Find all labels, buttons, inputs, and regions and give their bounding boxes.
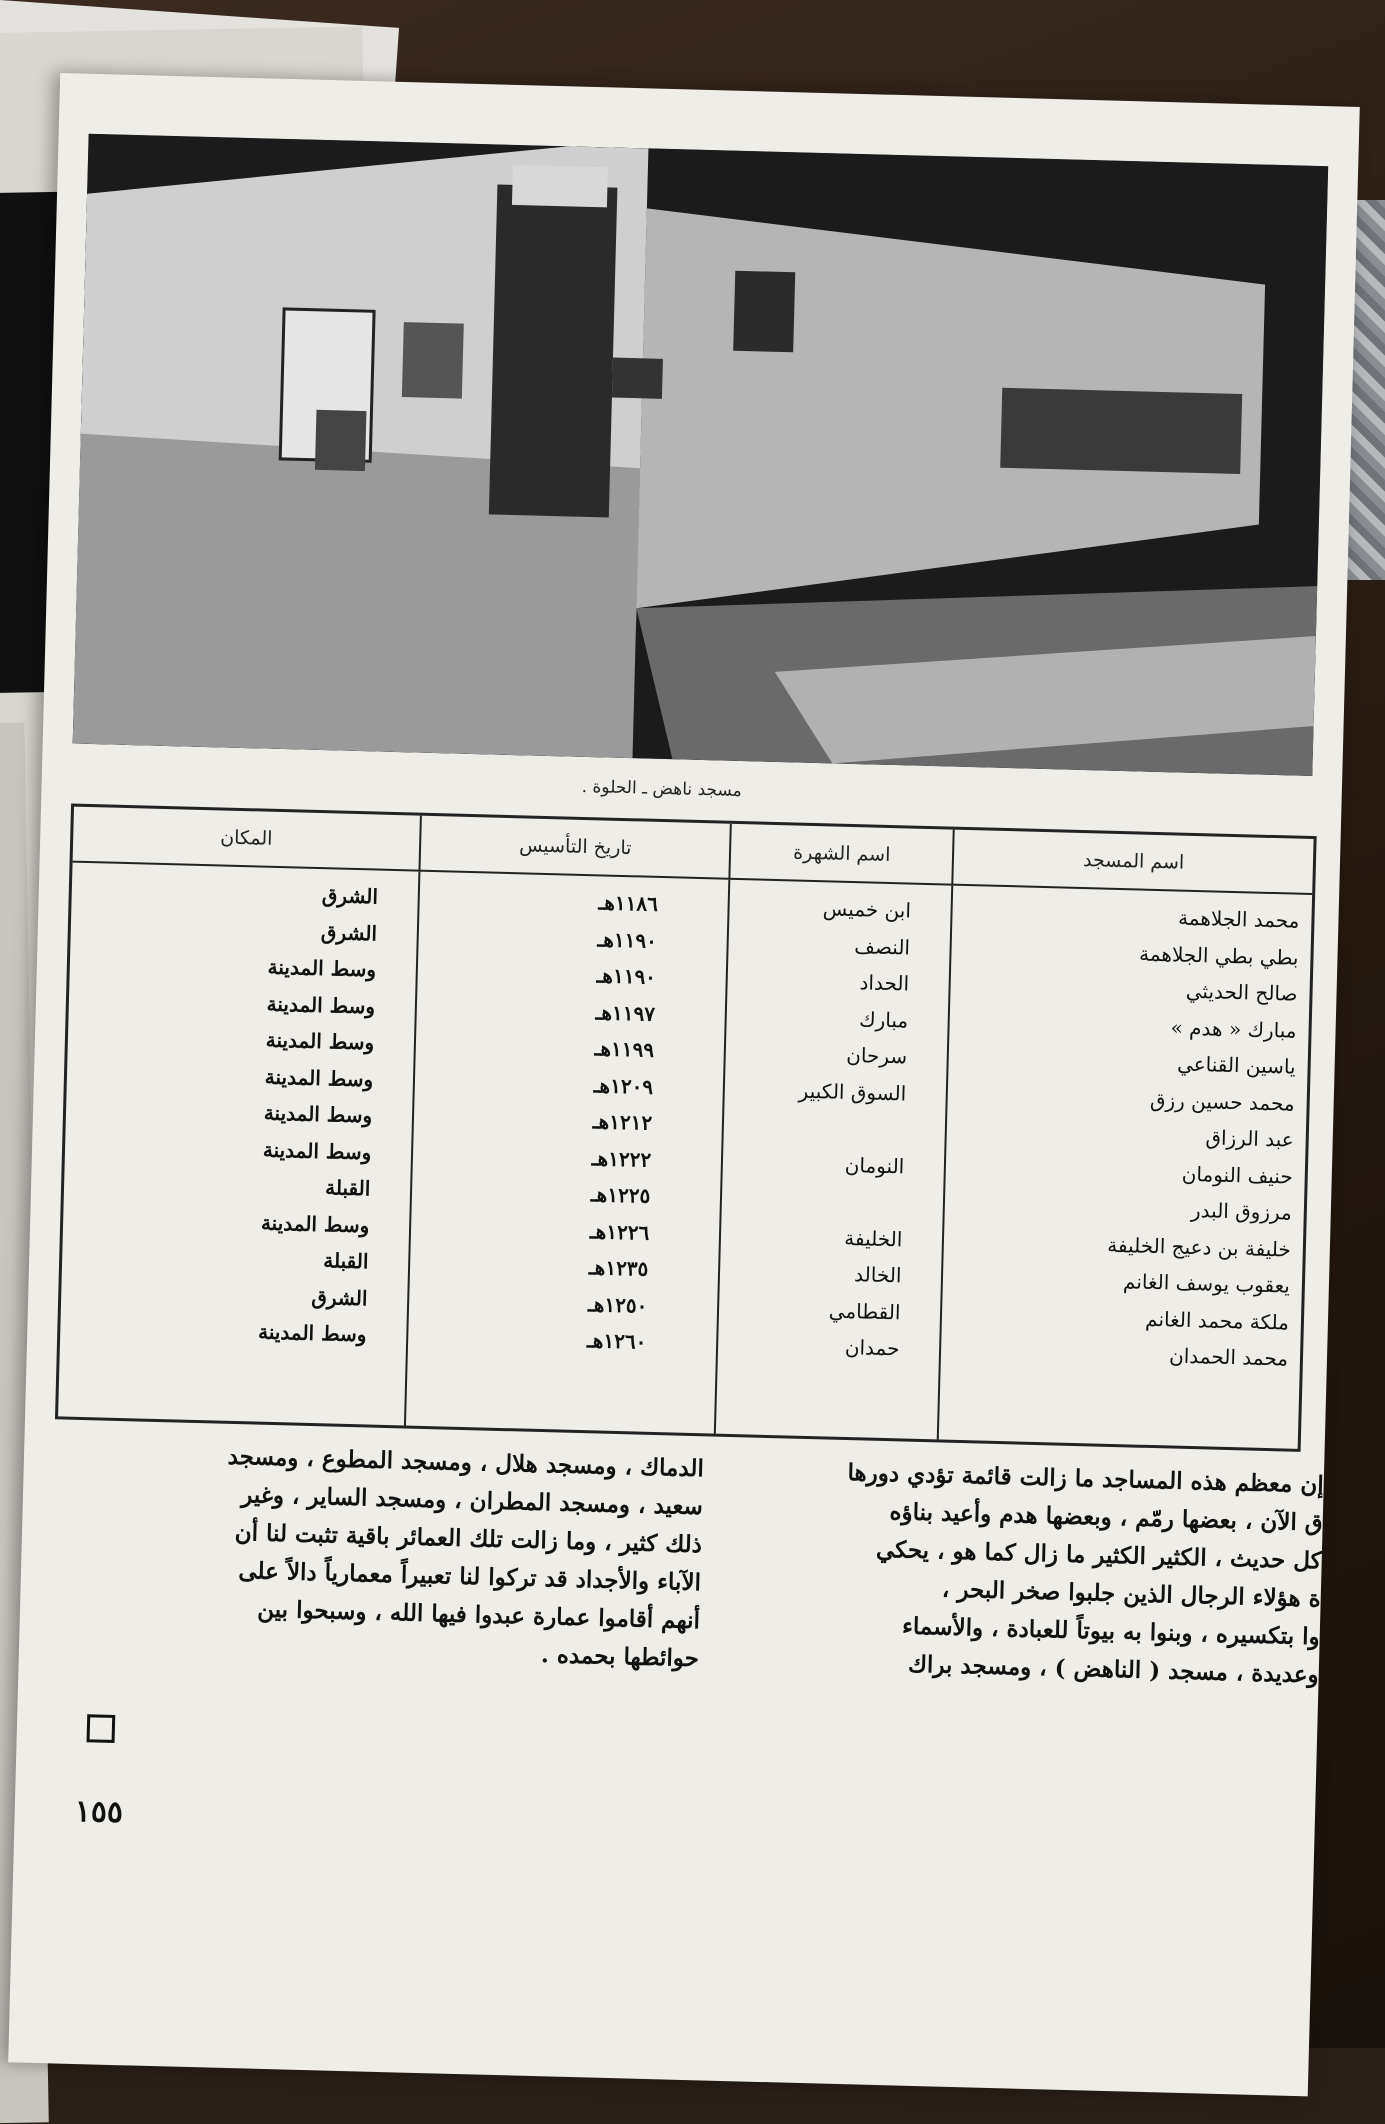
cell-date: ١١٩٩هـ <box>594 1036 655 1062</box>
text-line: حوائطها بحمده . <box>540 1641 700 1673</box>
text-line: إن معظم هذه المساجد ما زالت قائمة تؤدي دورها <box>847 1459 1325 1499</box>
cell-name: صالح الحديثي <box>1185 978 1298 1006</box>
cell-alias: النصف <box>854 933 911 960</box>
cell-name: حنيف النومان <box>1181 1161 1294 1189</box>
cell-place: القبلة <box>322 1248 369 1274</box>
cell-alias <box>734 1180 904 1221</box>
header-place: المكان <box>73 807 422 871</box>
cell-place: وسط المدينة <box>265 1027 375 1055</box>
text-line: وا بتكسيره ، وبنوا به بيوتاً للعبادة ، والأسماء <box>901 1612 1321 1651</box>
cell-date: ١٢٣٥هـ <box>588 1255 649 1281</box>
cell-place: وسط المدينة <box>257 1319 367 1347</box>
cell-date: ١٢٢٥هـ <box>590 1182 651 1208</box>
cell-alias: النومان <box>844 1152 905 1178</box>
mosques-table <box>55 804 1317 1452</box>
cell-name: مرزوق البدر <box>1190 1197 1293 1225</box>
cell-date: ١١٩٧هـ <box>595 999 656 1026</box>
header-alias: اسم الشهرة <box>730 824 955 885</box>
text-line: سعيد ، ومسجد المطران ، ومسجد الساير ، وغير <box>240 1481 704 1521</box>
column-place <box>58 862 420 1426</box>
cell-alias: ابن خميس <box>822 896 912 923</box>
cell-alias: الخالد <box>853 1262 902 1288</box>
cell-place: وسط المدينة <box>267 954 377 982</box>
cell-alias: حمدان <box>844 1334 900 1361</box>
cell-date: ١١٩٠هـ <box>597 926 658 953</box>
text-column-right <box>718 1451 1324 1695</box>
column-mosque-name <box>938 885 1312 1449</box>
text-line: ذلك كثير ، وما زالت تلك العمائر باقية تثبت لنا أن <box>234 1519 703 1559</box>
cell-date: ١٢٦٠هـ <box>586 1328 647 1354</box>
text-line: كل حديث ، الكثير الكثير ما زال كما هو ، يحكي <box>875 1535 1323 1575</box>
mosque-photo <box>73 134 1329 776</box>
cell-name: خليفة بن دعيج الخليفة <box>1107 1232 1292 1262</box>
column-alias <box>715 879 953 1440</box>
cell-place: وسط المدينة <box>262 1137 372 1164</box>
page-number: ١٥٥ <box>74 1793 124 1831</box>
cell-date: ١٢٥٠هـ <box>587 1291 648 1318</box>
cell-place: الشرق <box>321 883 379 909</box>
text-line: ق الآن ، بعضها رمّم ، وبعضها هدم وأعيد بناؤه <box>889 1498 1324 1537</box>
table-body <box>58 862 1312 1449</box>
cell-date: ١٢٢٢هـ <box>591 1145 652 1172</box>
cell-alias: سرحان <box>845 1042 908 1069</box>
cell-place: وسط المدينة <box>264 1064 374 1092</box>
text-line: الدماك ، ومسجد هلال ، ومسجد المطوع ، ومسجد <box>227 1442 705 1483</box>
cell-date: ١٢٢٦هـ <box>589 1218 650 1245</box>
photo-caption: مسجد ناهض ـ الحلوة . <box>581 776 742 802</box>
cell-date: ١٢٠٩هـ <box>593 1072 654 1099</box>
cell-alias: السوق الكبير <box>798 1078 907 1105</box>
text-column-left <box>79 1434 705 1678</box>
cell-alias: الخليفة <box>844 1225 903 1251</box>
cell-name: ياسين القناعي <box>1176 1051 1296 1079</box>
cell-place: القبلة <box>324 1175 371 1201</box>
text-line: أنهم أقاموا عمارة عبدوا فيها الله ، وسبحوا بين <box>256 1595 701 1635</box>
cell-alias: الحداد <box>859 970 910 996</box>
cell-date: ١١٩٠هـ <box>596 963 657 989</box>
cell-name: عبد الرزاق <box>1205 1125 1295 1152</box>
cell-place: الشرق <box>311 1284 368 1310</box>
text-line: الآباء والأجداد قد تركوا لنا تعبيراً معمارياً دالاً على <box>238 1557 702 1597</box>
column-founding-date <box>405 871 729 1434</box>
cell-date: ١١٨٦هـ <box>598 890 659 916</box>
cell-name: بطي بطي الجلاهمة <box>1138 941 1299 970</box>
cell-name: مبارك « هدم » <box>1170 1014 1297 1043</box>
cell-name: محمد الحمدان <box>1168 1343 1289 1371</box>
cell-name: محمد الجلاهمة <box>1177 905 1300 933</box>
cell-name: محمد حسين رزق <box>1149 1087 1295 1116</box>
book-page <box>8 73 1360 2096</box>
text-line: وعديدة ، مسجد ( الناهض ) ، ومسجد براك <box>907 1650 1320 1689</box>
cell-alias: القطامي <box>828 1298 901 1324</box>
cell-place: الشرق <box>320 919 378 946</box>
cell-alias <box>736 1107 906 1148</box>
cell-name: ملكة محمد الغانم <box>1144 1306 1290 1335</box>
header-founding-date: تاريخ التأسيس <box>420 816 731 879</box>
cell-place: وسط المدينة <box>263 1100 373 1128</box>
cell-name: يعقوب يوسف الغانم <box>1122 1269 1291 1298</box>
cell-alias: مبارك <box>858 1006 909 1033</box>
cell-date: ١٢١٢هـ <box>592 1109 653 1135</box>
cell-place: وسط المدينة <box>260 1210 370 1237</box>
cell-place: وسط المدينة <box>266 991 376 1019</box>
end-of-article-square-icon <box>87 1714 116 1743</box>
header-mosque-name: اسم المسجد <box>953 830 1314 894</box>
text-line: ة هؤلاء الرجال الذين جلبوا صخر البحر ، <box>941 1575 1322 1613</box>
